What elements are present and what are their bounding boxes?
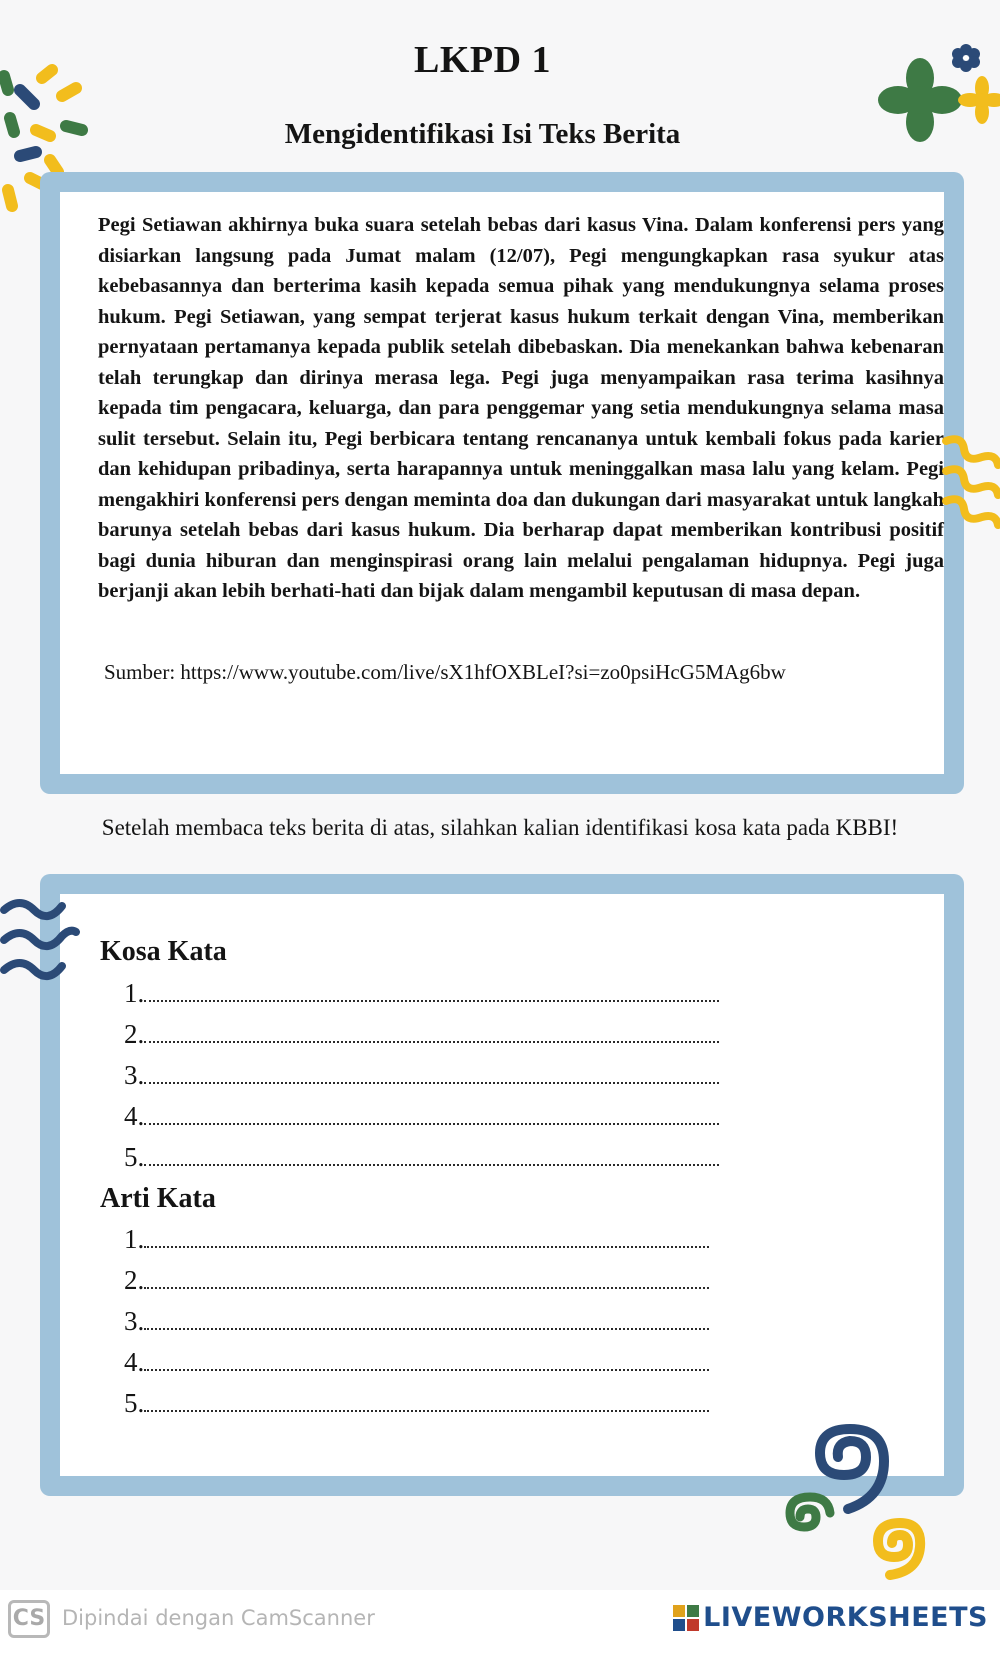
arti-kata-answer-5[interactable] bbox=[124, 1386, 709, 1420]
answer-box bbox=[40, 874, 964, 1496]
flower-decoration-icon bbox=[870, 38, 1000, 158]
news-source-link[interactable]: Sumber: https://www.youtube.com/live/sX1hfOXBLeI?si=zo0psiHcG5MAg6bw bbox=[104, 660, 786, 684]
answer-number: 4. bbox=[124, 1101, 145, 1131]
camscanner-logo-icon: CS bbox=[8, 1600, 50, 1638]
wave-decoration-icon bbox=[942, 435, 1000, 535]
camscanner-watermark: Dipindai dengan CamScanner bbox=[62, 1606, 375, 1630]
answer-number: 3. bbox=[124, 1060, 145, 1090]
arti-kata-answer-3[interactable] bbox=[124, 1304, 709, 1338]
news-text-box bbox=[40, 172, 964, 794]
news-body-text: Pegi Setiawan akhirnya buka suara setelah bebas dari kasus Vina. Dalam konferensi pers yang disiarkan langsung pada Jumat malam (12/07), Pegi mengungkapkan rasa syukur atas kebebasannya dan berterima kasih kepada semua pihak yang mendukungnya selama proses hukum. Pegi Setiawan, yang sempat terjerat kasus hukum terkait dengan Vina, memberikan pernyataan pertamanya kepada publik setelah dibebaskan. Dia menekankan bahwa kebenaran telah terungkap dan dirinya merasa lega. Pegi juga menyampaikan rasa terima kasihnya kepada tim pengacara, keluarga, dan para penggemar yang setia mendukungnya selama masa sulit tersebut. Selain itu, Pegi berbicara tentang rencananya untuk kembali fokus pada karier dan kehidupan pribadinya, serta harapannya untuk meninggalkan masa lalu yang kelam. Pegi mengakhiri konferensi pers dengan meminta doa dan dukungan dari masyarakat untuk langkah barunya setelah bebas dari kasus hukum. Dia berharap dapat memberikan kontribusi positif bagi dunia hiburan dan menginspirasi orang lain melalui pengalaman hidupnya. Pegi juga berjanji akan lebih berhati-hati dan bijak dalam mengambil keputusan di masa depan. bbox=[98, 214, 944, 602]
worksheet-title: LKPD 1 bbox=[413, 39, 552, 81]
kosa-kata-answer-3[interactable] bbox=[124, 1058, 719, 1092]
arti-kata-heading: Arti Kata bbox=[100, 1183, 216, 1214]
answer-number: 1. bbox=[124, 1224, 145, 1254]
kosa-kata-answer-5[interactable] bbox=[124, 1140, 719, 1174]
wave-decoration-icon bbox=[0, 892, 80, 988]
answer-number: 4. bbox=[124, 1347, 145, 1377]
answer-number: 1. bbox=[124, 978, 145, 1008]
answer-number: 2. bbox=[124, 1265, 145, 1295]
kosa-kata-answer-4[interactable] bbox=[124, 1099, 719, 1133]
answer-number: 5. bbox=[124, 1388, 145, 1418]
liveworksheets-logo[interactable] bbox=[673, 1602, 988, 1633]
instruction-text: Setelah membaca teks berita di atas, silahkan kalian identifikasi kosa kata pada KBBI! bbox=[101, 815, 899, 840]
liveworksheets-text: LIVEWORKSHEETS bbox=[703, 1602, 988, 1633]
arti-kata-answer-2[interactable] bbox=[124, 1263, 709, 1297]
answer-number: 5. bbox=[124, 1142, 145, 1172]
kosa-kata-answer-2[interactable] bbox=[124, 1017, 719, 1051]
kosa-kata-heading: Kosa Kata bbox=[100, 936, 227, 967]
answer-number: 2. bbox=[124, 1019, 145, 1049]
worksheet-subtitle: Mengidentifikasi Isi Teks Berita bbox=[284, 118, 681, 150]
arti-kata-answer-1[interactable] bbox=[124, 1222, 709, 1256]
swirl-decoration-icon bbox=[770, 1425, 940, 1585]
scan-footer bbox=[0, 1590, 1000, 1659]
kosa-kata-answer-1[interactable] bbox=[124, 976, 719, 1010]
arti-kata-answer-4[interactable] bbox=[124, 1345, 709, 1379]
answer-number: 3. bbox=[124, 1306, 145, 1336]
liveworksheets-grid-icon bbox=[673, 1605, 699, 1631]
